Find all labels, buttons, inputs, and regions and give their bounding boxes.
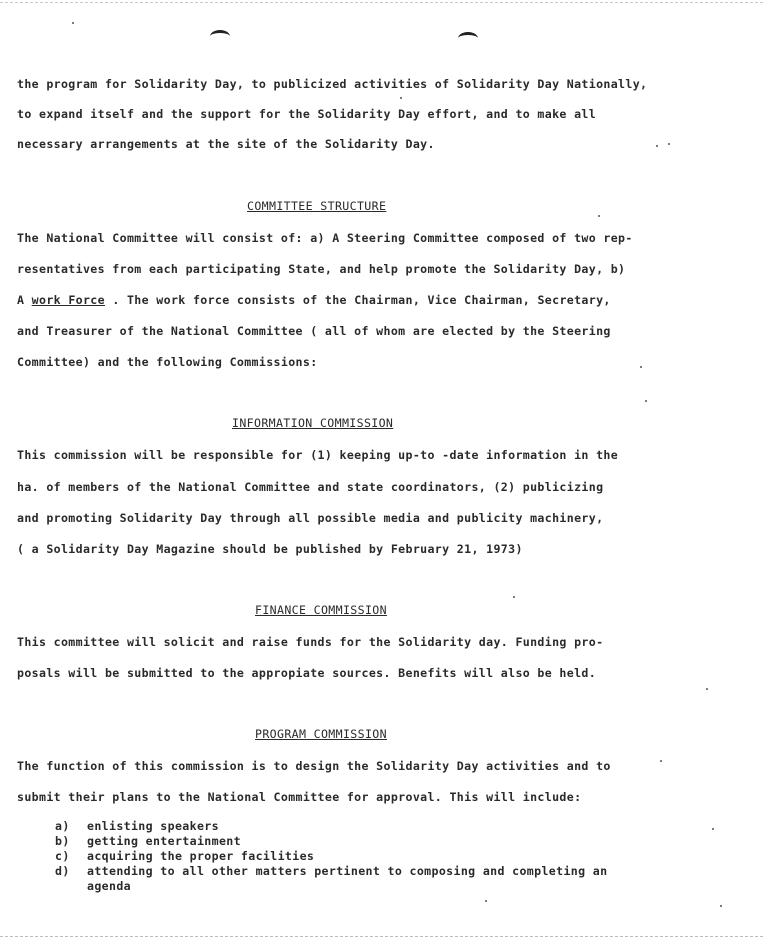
scan-speck — [485, 900, 487, 902]
text-line: ( a Solidarity Day Magazine should be published by February 21, 1973) — [17, 542, 523, 556]
scan-speck — [668, 143, 670, 145]
text-line: and promoting Solidarity Day through all possible media and publicity machinery, — [17, 511, 604, 525]
list-label: a) — [55, 819, 70, 833]
text-line: Committee) and the following Commissions: — [17, 355, 318, 369]
scan-speck — [72, 22, 74, 24]
text-line: to expand itself and the support for the Solidarity Day effort, and to make all — [17, 107, 597, 121]
scan-speck — [513, 596, 515, 598]
bottom-border — [0, 936, 763, 937]
scan-speck — [640, 366, 642, 368]
scan-speck — [706, 688, 708, 690]
list-label: d) — [55, 864, 70, 878]
text-line: The National Committee will consist of: a) A Steering Committee composed of two rep- — [17, 231, 633, 245]
text-line: The function of this commission is to design the Solidarity Day activities and to — [17, 759, 611, 773]
list-item — [55, 819, 647, 834]
list-item — [55, 864, 647, 894]
text-line: and Treasurer of the National Committee ( all of whom are elected by the Steering — [17, 324, 611, 338]
list-label: b) — [55, 834, 70, 848]
text-line: ha. of members of the National Committee and state coordinators, (2) publicizing — [17, 480, 604, 494]
hole-punch-mark — [210, 30, 230, 43]
top-border — [0, 2, 763, 3]
text-line: necessary arrangements at the site of the Solidarity Day. — [17, 137, 435, 151]
text-line: This commission will be responsible for (1) keeping up-to -date information in the — [17, 448, 619, 462]
text-line: the program for Solidarity Day, to publicized activities of Solidarity Day Nationally, — [17, 77, 648, 91]
scan-speck — [400, 97, 402, 99]
section-heading-program-commission: PROGRAM COMMISSION — [255, 727, 387, 741]
list-text: enlisting speakers — [87, 819, 219, 833]
scan-speck — [720, 905, 722, 907]
list-text: getting entertainment — [87, 834, 241, 848]
scan-speck — [660, 760, 662, 762]
scan-speck — [645, 400, 647, 402]
program-list — [55, 819, 647, 894]
list-text: attending to all other matters pertinent to composing and completing an agenda — [87, 864, 608, 893]
text-line: This committee will solicit and raise funds for the Solidarity day. Funding pro- — [17, 635, 604, 649]
list-text: acquiring the proper facilities — [87, 849, 315, 863]
text-span: A — [17, 293, 32, 307]
text-span: . The work force consists of the Chairman, Vice Chairman, Secretary, — [104, 293, 611, 307]
section-heading-information-commission: INFORMATION COMMISSION — [232, 416, 394, 430]
text-line: posals will be submitted to the appropiate sources. Benefits will also be held. — [17, 666, 597, 680]
text-line — [17, 293, 611, 307]
text-line: resentatives from each participating State, and help promote the Solidarity Day, b) — [17, 262, 626, 276]
text-line: submit their plans to the National Committee for approval. This will include: — [17, 790, 582, 804]
scan-speck — [712, 828, 714, 830]
list-item — [55, 849, 647, 864]
list-label: c) — [55, 849, 70, 863]
section-heading-committee-structure: COMMITTEE STRUCTURE — [247, 199, 387, 213]
hole-punch-mark — [458, 32, 478, 45]
scan-speck — [656, 145, 658, 147]
scan-speck — [598, 215, 600, 217]
list-item — [55, 834, 647, 849]
section-heading-finance-commission: FINANCE COMMISSION — [255, 603, 387, 617]
underlined-term: work Force — [31, 293, 105, 307]
